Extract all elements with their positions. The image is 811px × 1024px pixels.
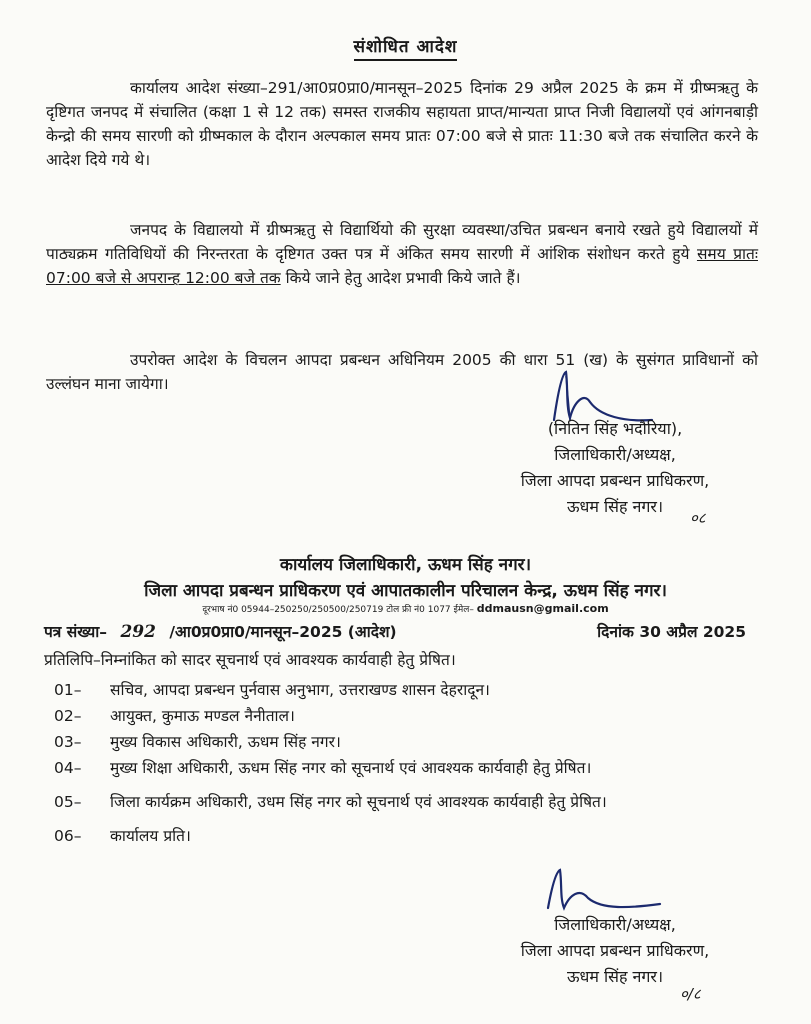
contact-phones: दूरभाष नं0 05944–250250/250500/250719 टोल फ्री नं0 1077 ईमेल– [202, 605, 474, 615]
list-item-text: जिला कार्यक्रम अधिकारी, उधम सिंह नगर को सूचनार्थ एवं आवश्यक कार्यवाही हेतु प्रेषित। [110, 793, 607, 811]
reference-line [44, 620, 764, 642]
signatory-place: ऊधम सिंह नगर। [566, 967, 664, 986]
list-item-text: कार्यालय प्रति। [110, 827, 191, 845]
list-item [54, 704, 764, 728]
office-contact [0, 602, 811, 615]
list-item-text: मुख्य विकास अधिकारी, ऊधम सिंह नगर। [110, 733, 341, 751]
list-item-number: 05– [54, 793, 82, 811]
signature-block-2 [470, 912, 760, 990]
reference-date: दिनांक 30 अप्रैल 2025 [597, 623, 746, 641]
signatory-authority: जिला आपदा प्रबन्धन प्राधिकरण, [520, 471, 710, 490]
copy-to-list [54, 678, 764, 850]
signatory-designation: जिलाधिकारी/अध्यक्ष, [554, 445, 676, 464]
list-item-number: 02– [54, 707, 82, 725]
reference-number: 292 [120, 622, 156, 642]
order-revised-timing: समय प्रातः 07:00 बजे से अपरान्ह 12:00 बजे तक [46, 245, 758, 287]
order-heading [0, 34, 811, 57]
list-item-text: आयुक्त, कुमाऊ मण्डल नैनीताल। [110, 707, 295, 725]
order-paragraph-2-end: किये जाने हेतु आदेश प्रभावी किये जाते हैं। [285, 269, 521, 287]
list-item [54, 678, 764, 702]
signatory-designation: जिलाधिकारी/अध्यक्ष, [554, 915, 676, 934]
list-item-number: 01– [54, 681, 82, 699]
signature-block-1 [470, 416, 760, 520]
list-item [54, 756, 764, 780]
initials-mark-2: ०/८ [680, 985, 701, 1003]
list-item [54, 730, 764, 754]
signatory-name: (नितिन सिंह भदौरिया), [547, 419, 683, 438]
signatory-place: ऊधम सिंह नगर। [566, 497, 664, 516]
order-paragraph-3: उपरोक्त आदेश के विचलन आपदा प्रबन्धन अधिनियम 2005 की धारा 51 (ख) के सुसंगत प्राविधानों को उल्लंघन माना जायेगा। [46, 351, 758, 393]
order-paragraph-1: कार्यालय आदेश संख्या–291/आ0प्र0प्रा0/मानसून–2025 दिनांक 29 अप्रैल 2025 के क्रम में ग्रीष्मऋतु के दृष्टिगत जनपद में संचालित (कक्षा 1 से 12 तक) समस्त राजकीय सहायता प्राप्त/मान्यता प्राप्त निजी विद्यालयों एवं आंगनबाड़ी केन्द्रो की समय सारणी को ग्रीष्मकाल के दौरान अल्पकाल समय प्रातः 07:00 बजे से प्रातः 11:30 बजे तक संचालित करने के आदेश दिये गये थे। [46, 79, 758, 169]
list-item-text: मुख्य शिक्षा अधिकारी, ऊधम सिंह नगर को सूचनार्थ एवं आवश्यक कार्यवाही हेतु प्रेषित। [110, 759, 592, 777]
order-paragraph-2 [46, 218, 758, 290]
list-item-text: सचिव, आपदा प्रबन्धन पुर्नवास अनुभाग, उत्तराखण्ड शासन देहरादून। [110, 681, 490, 699]
signatory-authority: जिला आपदा प्रबन्धन प्राधिकरण, [520, 941, 710, 960]
reference-label: पत्र संख्या– [44, 623, 108, 641]
initials-mark-1: ०८ [690, 509, 706, 527]
list-item-number: 06– [54, 827, 82, 845]
list-item [54, 824, 764, 848]
copy-to-intro: प्रतिलिपि–निम्नांकित को सादर सूचनार्थ एवं आवश्यक कार्यवाही हेतु प्रेषित। [44, 651, 456, 669]
handwritten-signature-2 [536, 858, 666, 918]
contact-email: ddmausn@gmail.com [476, 602, 609, 615]
office-subtitle: जिला आपदा प्रबन्धन प्राधिकरण एवं आपातकालीन परिचालन केन्द्र, ऊधम सिंह नगर। [144, 581, 667, 601]
list-item-number: 03– [54, 733, 82, 751]
order-paragraph-2-start: जनपद के विद्यालयो में ग्रीष्मऋतु से विद्यार्थियो की सुरक्षा व्यवस्था/उचित प्रबन्धन बनाये रखते हुये विद्यालयों में पाठ्यक्रम गतिविधियों की निरन्तरता के दृष्टिगत उक्त पत्र में अंकित समय सारणी में आंशिक संशोधन करते हुये [46, 221, 758, 263]
order-heading-text: संशोधित आदेश [354, 37, 458, 61]
office-name: कार्यालय जिलाधिकारी, ऊधम सिंह नगर। [279, 555, 532, 575]
reference-suffix: /आ0प्र0प्रा0/मानसून–2025 (आदेश) [169, 623, 397, 641]
list-item [54, 790, 764, 814]
list-item-number: 04– [54, 759, 82, 777]
